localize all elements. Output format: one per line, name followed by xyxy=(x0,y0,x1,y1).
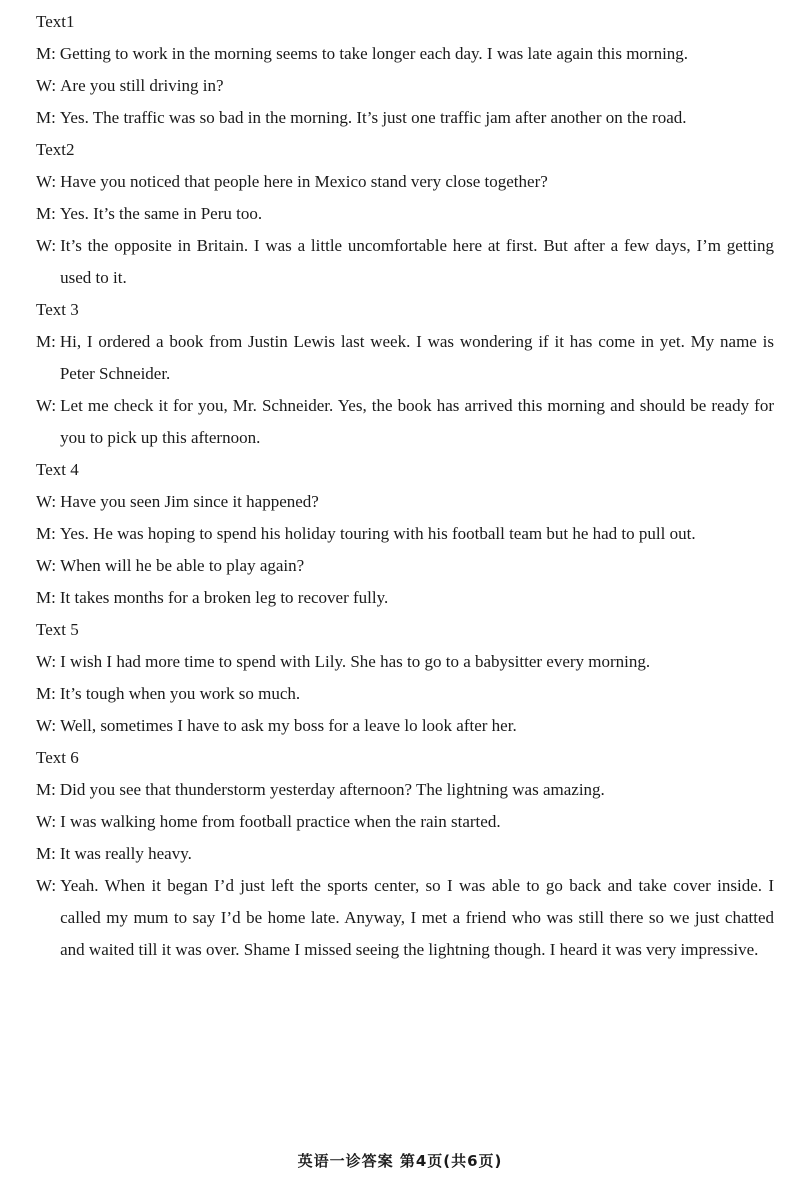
speaker-label: W: xyxy=(36,172,57,191)
dialogue-line xyxy=(36,774,774,806)
dialogue-line xyxy=(36,390,774,454)
speaker-label: W: xyxy=(36,812,57,831)
text-heading: Text1 xyxy=(36,12,75,31)
text-heading: Text 4 xyxy=(36,460,79,479)
speaker-label: M: xyxy=(36,204,56,223)
speaker-label: M: xyxy=(36,332,56,351)
dialogue-line xyxy=(36,70,774,102)
speaker-label: W: xyxy=(36,76,57,95)
utterance-text: Yes. It’s the same in Peru too. xyxy=(59,204,263,223)
utterance-text: When will he be able to play again? xyxy=(60,556,305,575)
dialogue-line xyxy=(36,486,774,518)
dialogue-line xyxy=(36,326,774,390)
dialogue-line xyxy=(36,166,774,198)
dialogue-line xyxy=(36,198,774,230)
utterance-text: Are you still driving in? xyxy=(60,76,224,95)
dialogue-line xyxy=(36,582,774,614)
utterance-text: Well, sometimes I have to ask my boss for a leave lo look after her. xyxy=(60,716,517,735)
speaker-label: W: xyxy=(36,492,57,511)
text-section-2 xyxy=(36,134,774,294)
text-heading: Text2 xyxy=(36,140,75,159)
utterance-text: Hi, I ordered a book from Justin Lewis last week. I was wondering if it has come in yet. My name is Peter Schneider. xyxy=(59,332,774,383)
speaker-label: M: xyxy=(36,108,56,127)
utterance-text: It was really heavy. xyxy=(59,844,192,863)
speaker-label: W: xyxy=(36,716,57,735)
utterance-text: It’s the opposite in Britain. I was a little uncomfortable here at first. But after a few days, I’m getting used to it. xyxy=(60,236,774,287)
page-footer: 英语一诊答案 第4页(共6页) xyxy=(297,1152,503,1170)
text-heading: Text 6 xyxy=(36,748,79,767)
speaker-label: M: xyxy=(36,588,56,607)
utterance-text: I wish I had more time to spend with Lily. She has to go to a babysitter every morning. xyxy=(60,652,651,671)
speaker-label: M: xyxy=(36,844,56,863)
speaker-label: M: xyxy=(36,780,56,799)
utterance-text: Getting to work in the morning seems to take longer each day. I was late again this morning. xyxy=(59,44,689,63)
utterance-text: Have you seen Jim since it happened? xyxy=(60,492,319,511)
dialogue-line xyxy=(36,550,774,582)
dialogue-line xyxy=(36,838,774,870)
dialogue-line xyxy=(36,678,774,710)
dialogue-line xyxy=(36,646,774,678)
utterance-text: Yeah. When it began I’d just left the sports center, so I was able to go back and take cover inside. I called my mum to say I’d be home late. Anyway, I met a friend who was still there so we just chatted and waited till it was over. Shame I missed seeing the lightning though. I heard it was very impressive. xyxy=(60,876,774,959)
text-section-3 xyxy=(36,294,774,454)
dialogue-line xyxy=(36,518,774,550)
utterance-text: It’s tough when you work so much. xyxy=(59,684,301,703)
text-section-6 xyxy=(36,742,774,966)
speaker-label: M: xyxy=(36,44,56,63)
dialogue-line xyxy=(36,806,774,838)
dialogue-line xyxy=(36,870,774,966)
speaker-label: W: xyxy=(36,876,57,895)
dialogue-line xyxy=(36,230,774,294)
utterance-text: I was walking home from football practice when the rain started. xyxy=(60,812,501,831)
dialogue-line xyxy=(36,710,774,742)
speaker-label: W: xyxy=(36,556,57,575)
speaker-label: M: xyxy=(36,524,56,543)
text-section-4 xyxy=(36,454,774,614)
speaker-label: M: xyxy=(36,684,56,703)
text-heading: Text 3 xyxy=(36,300,79,319)
text-section-1 xyxy=(36,6,774,134)
utterance-text: It takes months for a broken leg to recover fully. xyxy=(59,588,389,607)
dialogue-line xyxy=(36,38,774,70)
utterance-text: Yes. The traffic was so bad in the morning. It’s just one traffic jam after another on the road. xyxy=(59,108,687,127)
text-heading: Text 5 xyxy=(36,620,79,639)
dialogue-line xyxy=(36,102,774,134)
utterance-text: Yes. He was hoping to spend his holiday touring with his football team but he had to pull out. xyxy=(59,524,696,543)
utterance-text: Have you noticed that people here in Mexico stand very close together? xyxy=(60,172,548,191)
text-section-5 xyxy=(36,614,774,742)
speaker-label: W: xyxy=(36,396,57,415)
speaker-label: W: xyxy=(36,236,57,255)
speaker-label: W: xyxy=(36,652,57,671)
utterance-text: Let me check it for you, Mr. Schneider. Yes, the book has arrived this morning and should be ready for you to pick up this afternoon. xyxy=(60,396,774,447)
utterance-text: Did you see that thunderstorm yesterday afternoon? The lightning was amazing. xyxy=(59,780,605,799)
